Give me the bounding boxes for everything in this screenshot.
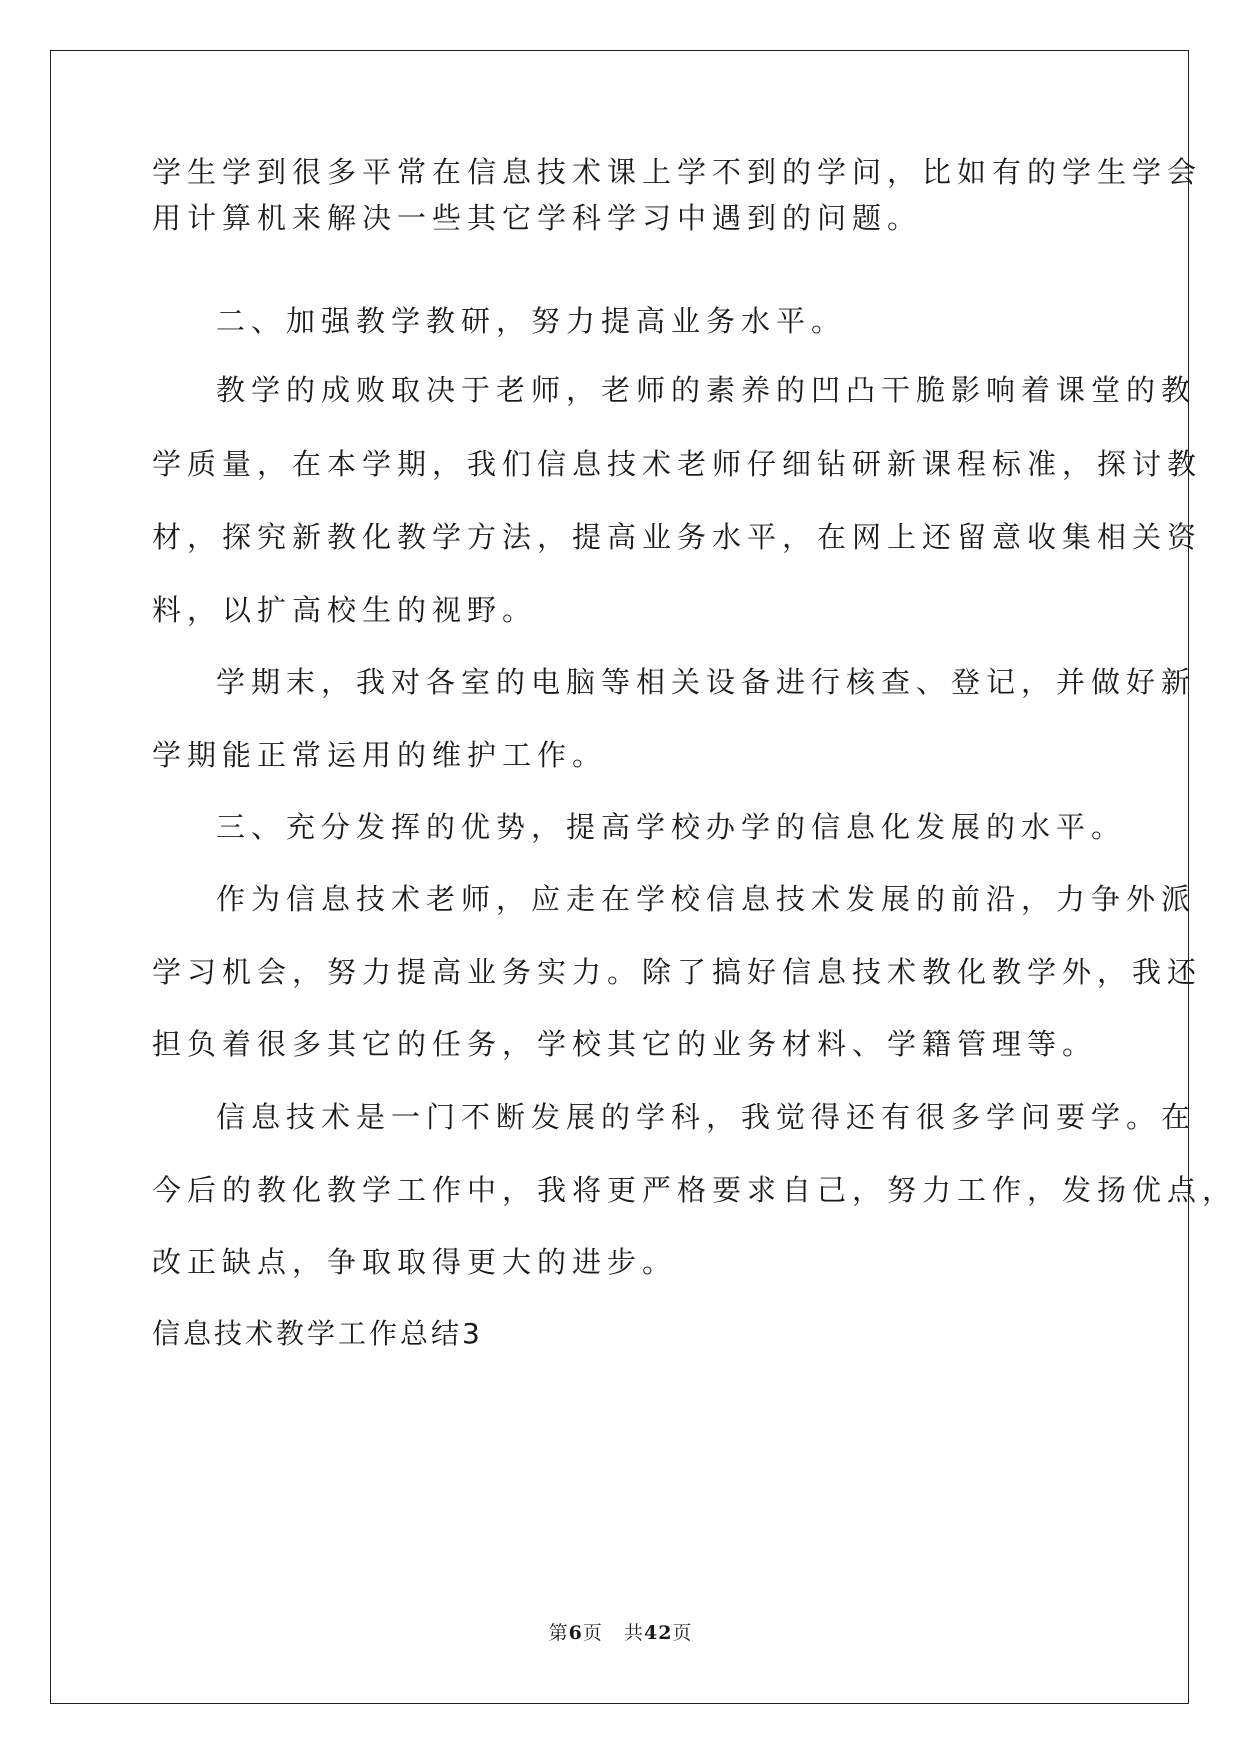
paragraph-line: 学期末，我对各室的电脑等相关设备进行核查、登记，并做好新 — [216, 665, 1197, 699]
paragraph-line: 用计算机来解决一些其它学科学习中遇到的问题。 — [152, 201, 923, 235]
paragraph-line: 料，以扩高校生的视野。 — [152, 593, 538, 627]
footer-total-suffix: 页 — [672, 1622, 693, 1644]
footer-total-pages: 42 — [643, 1622, 673, 1644]
paragraph-line: 改正缺点，争取取得更大的进步。 — [152, 1245, 678, 1279]
paragraph-line: 学习机会，努力提高业务实力。除了搞好信息技术教化教学外，我还 — [152, 955, 1203, 989]
footer-total-prefix: 共 — [623, 1622, 644, 1644]
section-heading: 三、充分发挥的优势，提高学校办学的信息化发展的水平。 — [216, 810, 1127, 844]
paragraph-line: 今后的教化教学工作中，我将更严格要求自己，努力工作，发扬优点， — [152, 1173, 1238, 1207]
page-footer — [0, 1618, 1241, 1645]
paragraph-line: 学质量，在本学期，我们信息技术老师仔细钻研新课程标准，探讨教 — [152, 447, 1203, 481]
paragraph-line: 教学的成败取决于老师，老师的素养的凹凸干脆影响着课堂的教 — [216, 373, 1197, 407]
footer-page-number: 6 — [568, 1622, 583, 1644]
section-title: 信息技术教学工作总结3 — [152, 1317, 483, 1350]
paragraph-line: 作为信息技术老师，应走在学校信息技术发展的前沿，力争外派 — [216, 882, 1197, 916]
paragraph-line: 材，探究新教化教学方法，提高业务水平，在网上还留意收集相关资 — [152, 520, 1203, 554]
paragraph-line: 担负着很多其它的任务，学校其它的业务材料、学籍管理等。 — [152, 1027, 1098, 1061]
paragraph-line: 学期能正常运用的维护工作。 — [152, 738, 608, 772]
footer-page-suffix: 页 — [582, 1622, 603, 1644]
paragraph-line: 学生学到很多平常在信息技术课上学不到的学问，比如有的学生学会 — [152, 155, 1203, 189]
paragraph-line: 信息技术是一门不断发展的学科，我觉得还有很多学问要学。在 — [216, 1100, 1197, 1134]
page-border — [50, 50, 1189, 1704]
footer-prefix: 第 — [548, 1622, 569, 1644]
section-heading: 二、加强教学教研，努力提高业务水平。 — [216, 304, 847, 338]
